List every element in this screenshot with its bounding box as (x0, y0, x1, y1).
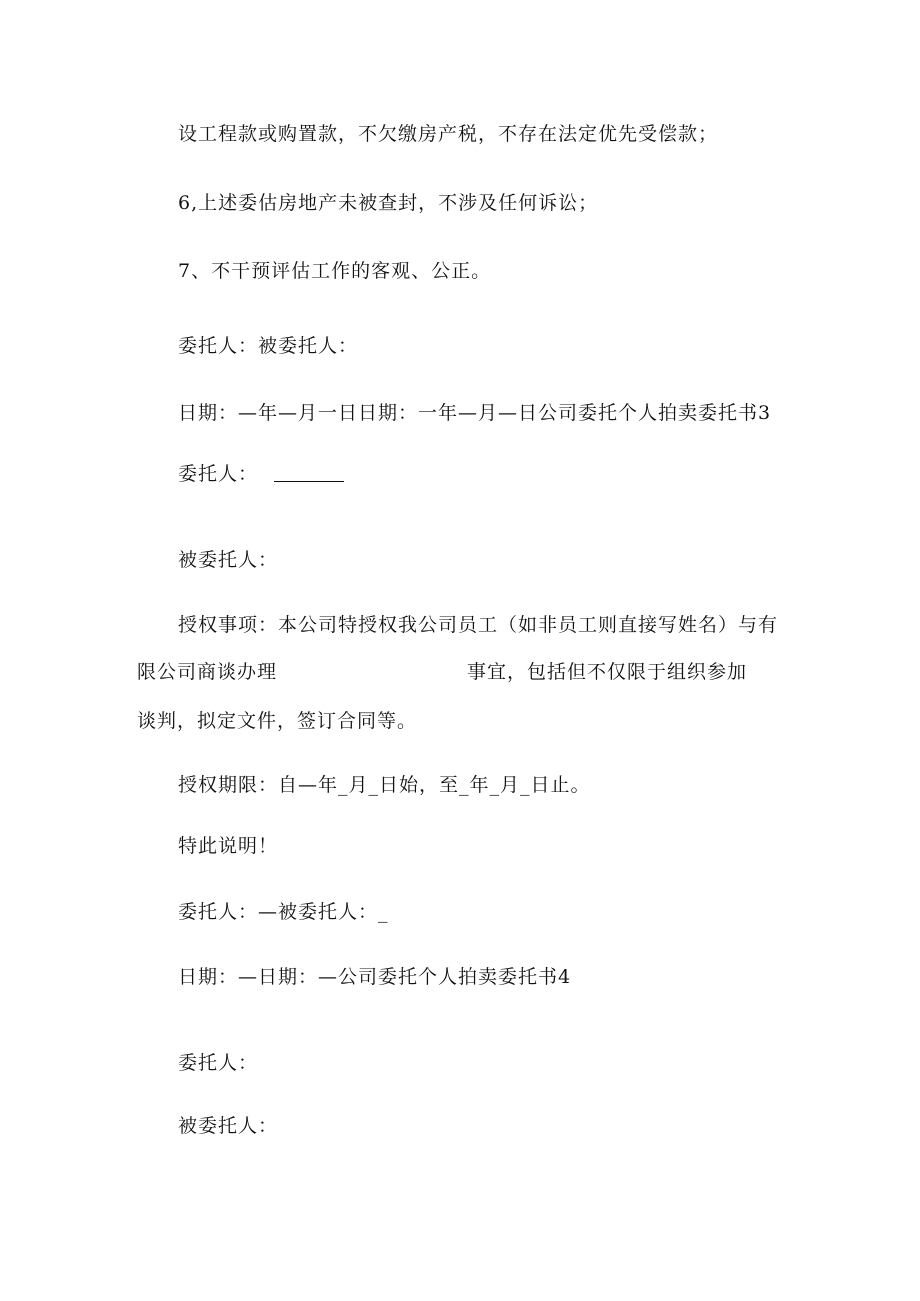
authorization-matter-line: 授权事项：本公司特授权我公司员工（如非员工则直接写姓名）与有 (178, 614, 779, 636)
date-heading-line: 日期：—年—月一日日期：一年—月—日公司委托个人拍卖委托书3 (178, 402, 772, 424)
principal-label: 委托人： (178, 463, 259, 485)
principal-line-2: 委托人： (178, 1052, 259, 1074)
principal-blank-underline (274, 461, 344, 482)
authorization-period-line: 授权期限：自—年_月_日始，至_年_月_日止。 (178, 774, 591, 796)
date-line-2: 日期：—日期：—公司委托个人拍卖委托书4 (178, 966, 572, 988)
statement-line: 特此说明！ (178, 835, 279, 857)
principal-agent-line: 委托人：被委托人： (178, 335, 359, 357)
text-line-1: 设工程款或购置款，不欠缴房产税，不存在法定优先受偿款； (178, 123, 719, 145)
authorization-matter-scope: 事宜，包括但不仅限于组织参加 (467, 661, 748, 683)
agent-line: 被委托人： (178, 549, 279, 571)
principal-line (178, 461, 344, 487)
text-line-3: 7、不干预评估工作的客观、公正。 (178, 260, 492, 282)
text-line-2: 6,上述委估房地产未被查封，不涉及任何诉讼； (178, 192, 599, 214)
signature-line: 委托人：—被委托人：_ (178, 901, 389, 923)
authorization-matter-end: 谈判，拟定文件，签订合同等。 (137, 710, 418, 732)
agent-line-2: 被委托人： (178, 1115, 279, 1137)
authorization-matter-continued: 限公司商谈办理 (137, 661, 278, 683)
